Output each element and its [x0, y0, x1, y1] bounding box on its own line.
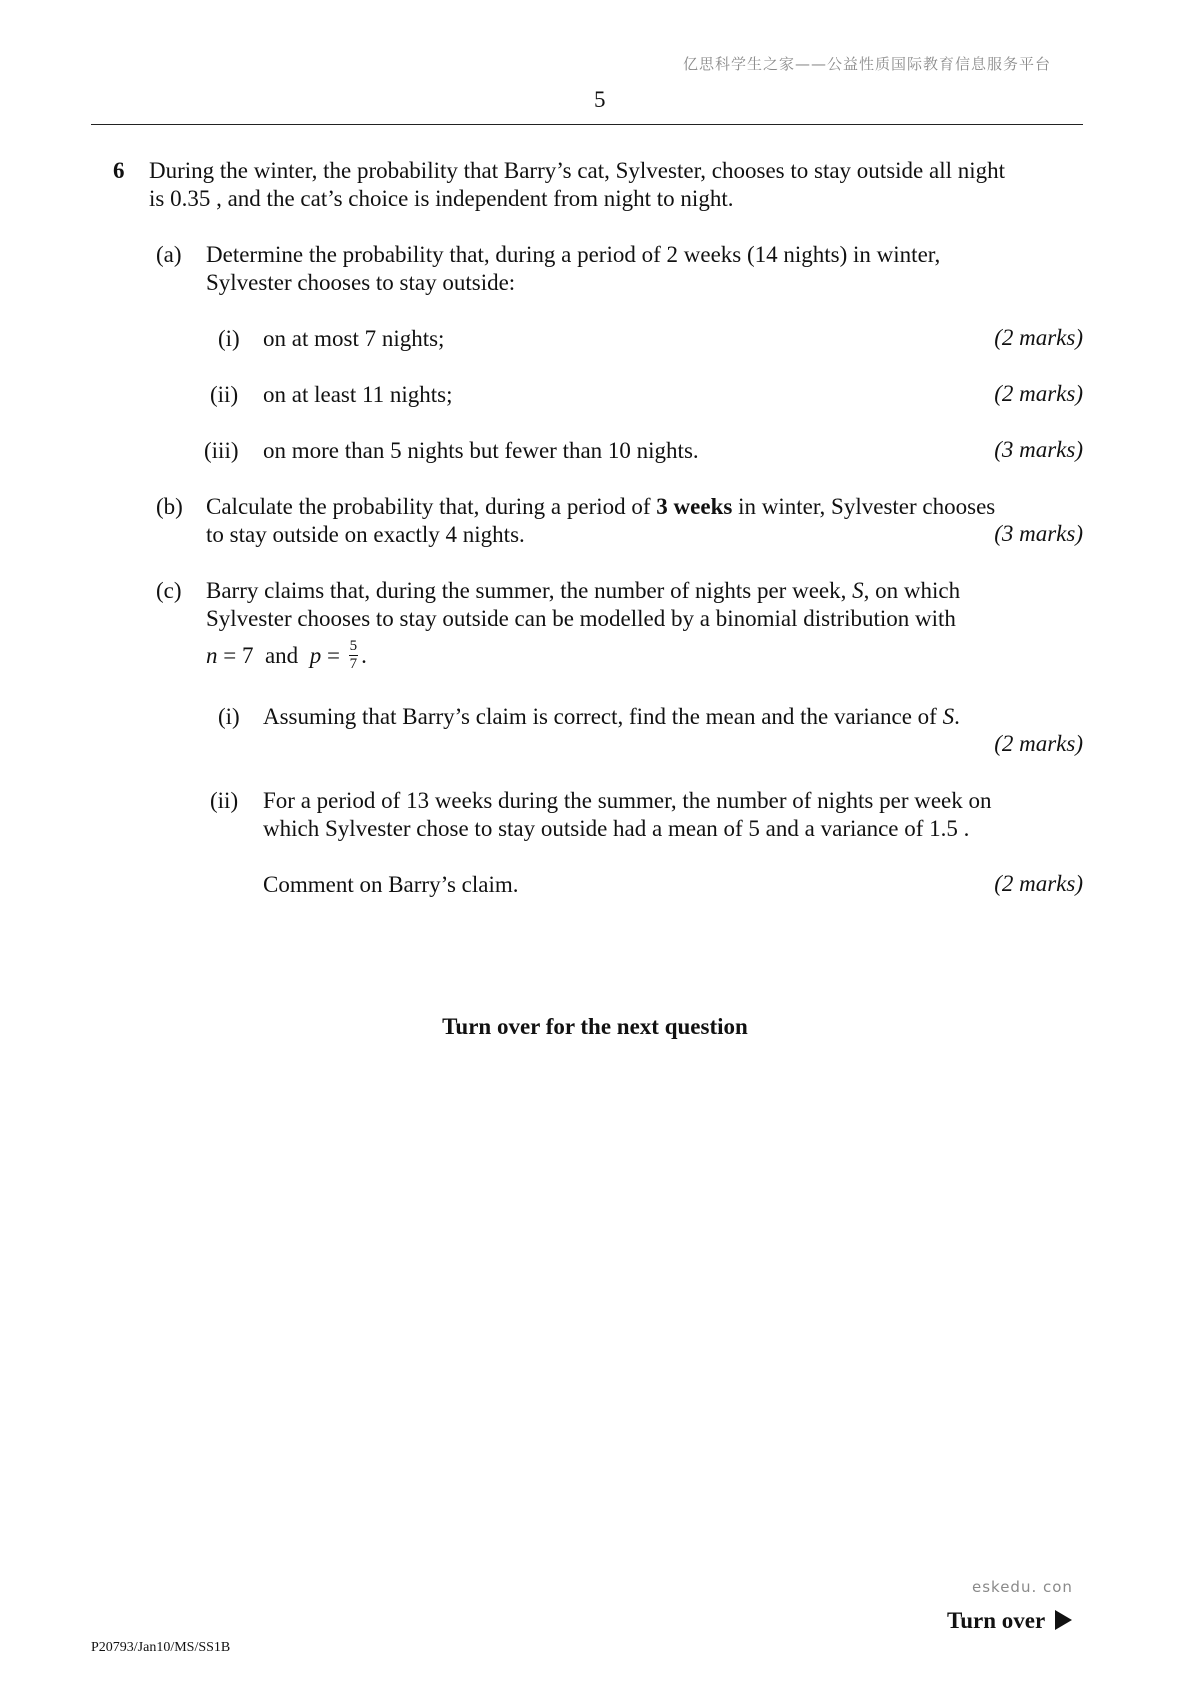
part-c-line2: Sylvester chooses to stay outside can be modelled by a binomial distribution with	[206, 606, 956, 631]
part-c-i-text-post: .	[954, 704, 960, 729]
param-n-var: n	[206, 642, 218, 668]
footer-watermark: eskedu. con	[972, 1578, 1073, 1596]
part-c-i-text	[263, 703, 960, 731]
question-intro-line2: is 0.35 , and the cat’s choice is independent from night to night.	[149, 186, 734, 211]
part-c-i-label: (i)	[218, 704, 240, 729]
part-c-var-s: S	[852, 578, 864, 603]
part-c-line1-post: , on which	[863, 578, 961, 603]
part-b-line1-pre: Calculate the probability that, during a period of	[206, 494, 657, 519]
part-b-line1-post: in winter, Sylvester chooses	[732, 494, 996, 519]
param-p-eq: =	[321, 642, 346, 668]
turn-over-note: Turn over for the next question	[442, 1014, 748, 1039]
part-b-marks: (3 marks)	[994, 521, 1083, 546]
part-b-emphasis: 3 weeks	[656, 494, 733, 519]
part-c-line1	[206, 577, 960, 605]
part-a-ii-label: (ii)	[210, 382, 239, 407]
part-c-ii-marks: (2 marks)	[994, 871, 1083, 896]
question-intro-line1: During the winter, the probability that Barry’s cat, Sylvester, chooses to stay outside all night	[149, 158, 1006, 183]
param-p-fraction	[349, 638, 359, 673]
header-divider	[91, 124, 1083, 125]
part-a-iii-label: (iii)	[204, 438, 239, 463]
part-a-iii-marks: (3 marks)	[994, 437, 1083, 462]
part-c-label: (c)	[156, 578, 182, 603]
part-b-line1	[206, 493, 995, 521]
page-number: 5	[594, 87, 606, 112]
fraction-denominator: 7	[349, 656, 358, 672]
part-b-line2: to stay outside on exactly 4 nights.	[206, 522, 525, 547]
param-n-eq: = 7 and	[217, 642, 310, 668]
part-c-i-marks: (2 marks)	[994, 731, 1083, 756]
part-a-ii-text: on at least 11 nights;	[263, 382, 453, 407]
part-c-ii-line2: which Sylvester chose to stay outside had a mean of 5 and a variance of 1.5 .	[263, 816, 970, 841]
part-c-ii-line1: For a period of 13 weeks during the summer, the number of nights per week on	[263, 788, 992, 813]
turn-over-label: Turn over	[947, 1608, 1046, 1633]
paper-code: P20793/Jan10/MS/SS1B	[91, 1640, 231, 1655]
part-c-i-text-pre: Assuming that Barry’s claim is correct, find the mean and the variance of	[263, 704, 943, 729]
part-a-line2: Sylvester chooses to stay outside:	[206, 270, 516, 295]
part-c-ii-label: (ii)	[210, 788, 239, 813]
part-a-ii-marks: (2 marks)	[994, 381, 1083, 406]
part-a-i-label: (i)	[218, 326, 240, 351]
part-b-label: (b)	[156, 494, 183, 519]
part-c-ii-line3: Comment on Barry’s claim.	[263, 872, 519, 897]
right-arrow-icon	[1055, 1610, 1072, 1630]
part-a-iii-text: on more than 5 nights but fewer than 10 nights.	[263, 438, 699, 463]
param-end: .	[361, 642, 367, 668]
part-a-i-marks: (2 marks)	[994, 325, 1083, 350]
fraction-numerator: 5	[349, 638, 358, 654]
param-p-var: p	[309, 642, 322, 668]
part-c-parameters	[206, 640, 367, 675]
turn-over-footer	[947, 1608, 1072, 1634]
part-c-i-var-s: S	[942, 704, 955, 729]
question-number: 6	[113, 158, 125, 183]
part-a-i-text: on at most 7 nights;	[263, 326, 445, 351]
part-c-line1-pre: Barry claims that, during the summer, the number of nights per week,	[206, 578, 853, 603]
header-watermark: 亿思科学生之家——公益性质国际教育信息服务平台	[683, 55, 1052, 73]
part-a-line1: Determine the probability that, during a period of 2 weeks (14 nights) in winter,	[206, 242, 941, 267]
part-a-label: (a)	[156, 242, 182, 267]
